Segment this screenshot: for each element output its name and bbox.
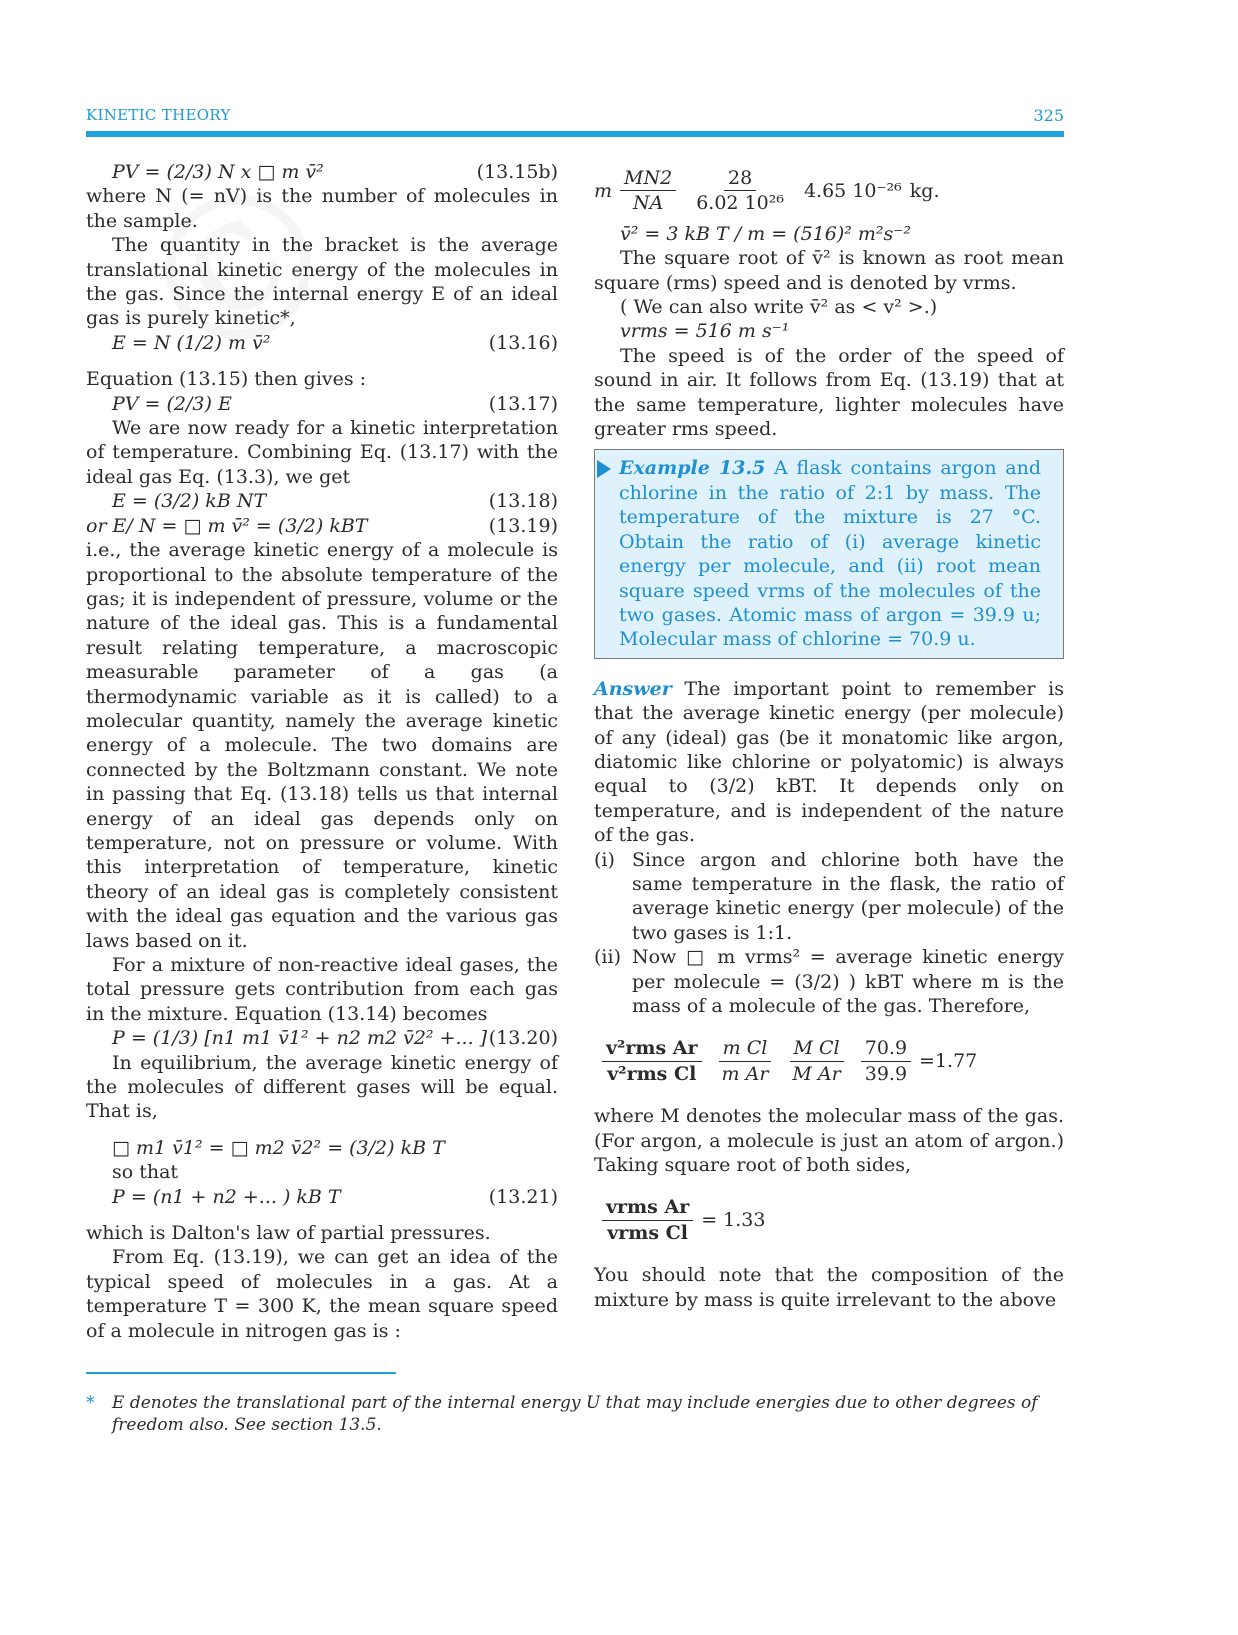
answer-paragraph: Answer The important point to remember is that the average kinetic energy (per molecule) of any (ideal) gas (be it monatomic like argon, diatomic like chlorine or polyatomic) is always equal to (3/2) kBT. It depends only on temperature, and is independent of the nature of the gas. bbox=[594, 677, 1064, 847]
equation-13-17: PV = (2/3) E (13.17) bbox=[112, 392, 558, 415]
footnote-rule bbox=[86, 1372, 396, 1374]
paragraph: Equation (13.15) then gives : bbox=[86, 368, 367, 391]
header-rule bbox=[86, 131, 1064, 137]
equation-vrms: vrms = 516 m s⁻¹ bbox=[620, 320, 790, 343]
paragraph: ( We can also write v̄² as < v² >.) bbox=[620, 296, 938, 319]
mass-equation: m $\frac{MN2}{NA}$ $\frac{28}{\text{6.02 10²⁶}}$ 4.65 10⁻²⁶ kg. bbox=[594, 167, 940, 215]
equation-13-16: E = N (1/2) m v̄² (13.16) bbox=[112, 331, 558, 354]
paragraph: i.e., the average kinetic energy of a molecule is proportional to the absolute temperature of the gas; it is independent of pressure, volume or the nature of the ideal gas. This is a fundamental result relating temperature, a macroscopic measurable parameter of a gas (a thermodynamic variable as it is called) to a molecular quantity, namely the average kinetic energy of a molecule. The two domains are connected by the Boltzmann constant. We note in passing that Eq. (13.18) tells us that internal energy of an ideal gas depends only on temperature, not on pressure or volume. With this interpretation of temperature, kinetic theory of an ideal gas is completely consistent with the ideal gas equation and the various gas laws based on it. bbox=[86, 539, 558, 952]
equation-13-19: or E/ N = □ m v̄² = (3/2) kBT (13.19) bbox=[86, 514, 558, 537]
equation-13-21: P = (n1 + n2 +... ) kB T (13.21) bbox=[112, 1185, 558, 1208]
paragraph: In equilibrium, the average kinetic energy of the molecules of different gases will be equal. That is, bbox=[86, 1051, 558, 1123]
answer-label: Answer bbox=[594, 677, 672, 700]
footnote: * E denotes the translational part of the internal energy U that may include energies due to other degrees of freedom also. See section 13.5. bbox=[86, 1393, 1038, 1435]
equation-13-20: P = (1/3) [n1 m1 v̄1² + n2 m2 v̄2² +... ] (13.20) bbox=[112, 1027, 558, 1050]
right-column bbox=[594, 160, 1064, 1312]
paragraph: For a mixture of non-reactive ideal gases, the total pressure gets contribution from each gas in the mixture. Equation (13.14) becomes bbox=[86, 954, 558, 1025]
list-item: (i) Since argon and chlorine both have the same temperature in the flask, the ratio of average kinetic energy (per molecule) of the two gases is 1:1. bbox=[594, 848, 1064, 944]
example-title: Example 13.5 bbox=[619, 457, 766, 480]
paragraph: where N (= nV) is the number of molecules in the sample. bbox=[86, 185, 558, 232]
footnote-star: * bbox=[86, 1393, 95, 1413]
page-number: 325 bbox=[1033, 106, 1064, 125]
list-item: (ii) Now □ m vrms² = average kinetic energy per molecule = (3/2) ) kBT where m is the mass of a molecule of the gas. Therefore, bbox=[594, 946, 1064, 1017]
paragraph: The quantity in the bracket is the average translational kinetic energy of the molecules in the gas. Since the internal energy E of an ideal gas is purely kinetic*, bbox=[86, 234, 558, 330]
ratio-equation: $\frac{\text{v²rms Ar}}{\text{v²rms Cl}}$ $\frac{\text{m Cl}}{\text{m Ar}}$ $\frac{\text{M Cl}}{\text{M Ar}}$ $\frac{70.9}{39.9}$ =1.77 bbox=[594, 1036, 1064, 1086]
paragraph: We are now ready for a kinetic interpretation of temperature. Combining Eq. (13.17) with the ideal gas Eq. (13.3), we get bbox=[86, 417, 558, 488]
equation-13-15b: PV = (2/3) N x □ m v̄² (13.15b) bbox=[112, 161, 558, 183]
example-arrow-icon bbox=[597, 460, 611, 478]
ratio-equation-2: $\frac{\text{vrms Ar}}{\text{vrms Cl}}$ = 1.33 bbox=[594, 1195, 1064, 1245]
left-column bbox=[86, 160, 558, 1343]
equation-v2: v̄² = 3 kB T / m = (516)² m²s⁻² bbox=[620, 222, 911, 245]
paragraph: You should note that the composition of the mixture by mass is quite irrelevant to the above bbox=[594, 1264, 1064, 1311]
chapter-title: KINETIC THEORY bbox=[86, 106, 231, 124]
paragraph: From Eq. (13.19), we can get an idea of the typical speed of molecules in a gas. At a temperature T = 300 K, the mean square speed of a molecule in nitrogen gas is : bbox=[86, 1246, 558, 1342]
example-box bbox=[594, 449, 1064, 658]
paragraph: which is Dalton's law of partial pressures. bbox=[86, 1222, 491, 1245]
so-that: so that bbox=[112, 1161, 179, 1184]
paragraph: The speed is of the order of the speed of sound in air. It follows from Eq. (13.19) that at the same temperature, lighter molecules have greater rms speed. bbox=[594, 344, 1064, 441]
paragraph: The square root of v̄² is known as root mean square (rms) speed and is denoted by vrms. bbox=[594, 247, 1064, 294]
paragraph: where M denotes the molecular mass of the gas. (For argon, a molecule is just an atom of argon.) Taking square root of both sides, bbox=[594, 1105, 1064, 1177]
equation-equal-energy: □ m1 v̄1² = □ m2 v̄2² = (3/2) kB T bbox=[112, 1136, 445, 1159]
equation-13-18: E = (3/2) kB NT (13.18) bbox=[112, 490, 558, 513]
example-text: A flask contains argon and chlorine in the ratio of 2:1 by mass. The temperature of the mixture is 27 °C. Obtain the ratio of (i) average kinetic energy per molecule, and (ii) root mean square speed vrms of the molecules of the two gases. Atomic mass of argon = 39.9 u; Molecular mass of chlorine = 70.9 u. bbox=[619, 457, 1041, 651]
